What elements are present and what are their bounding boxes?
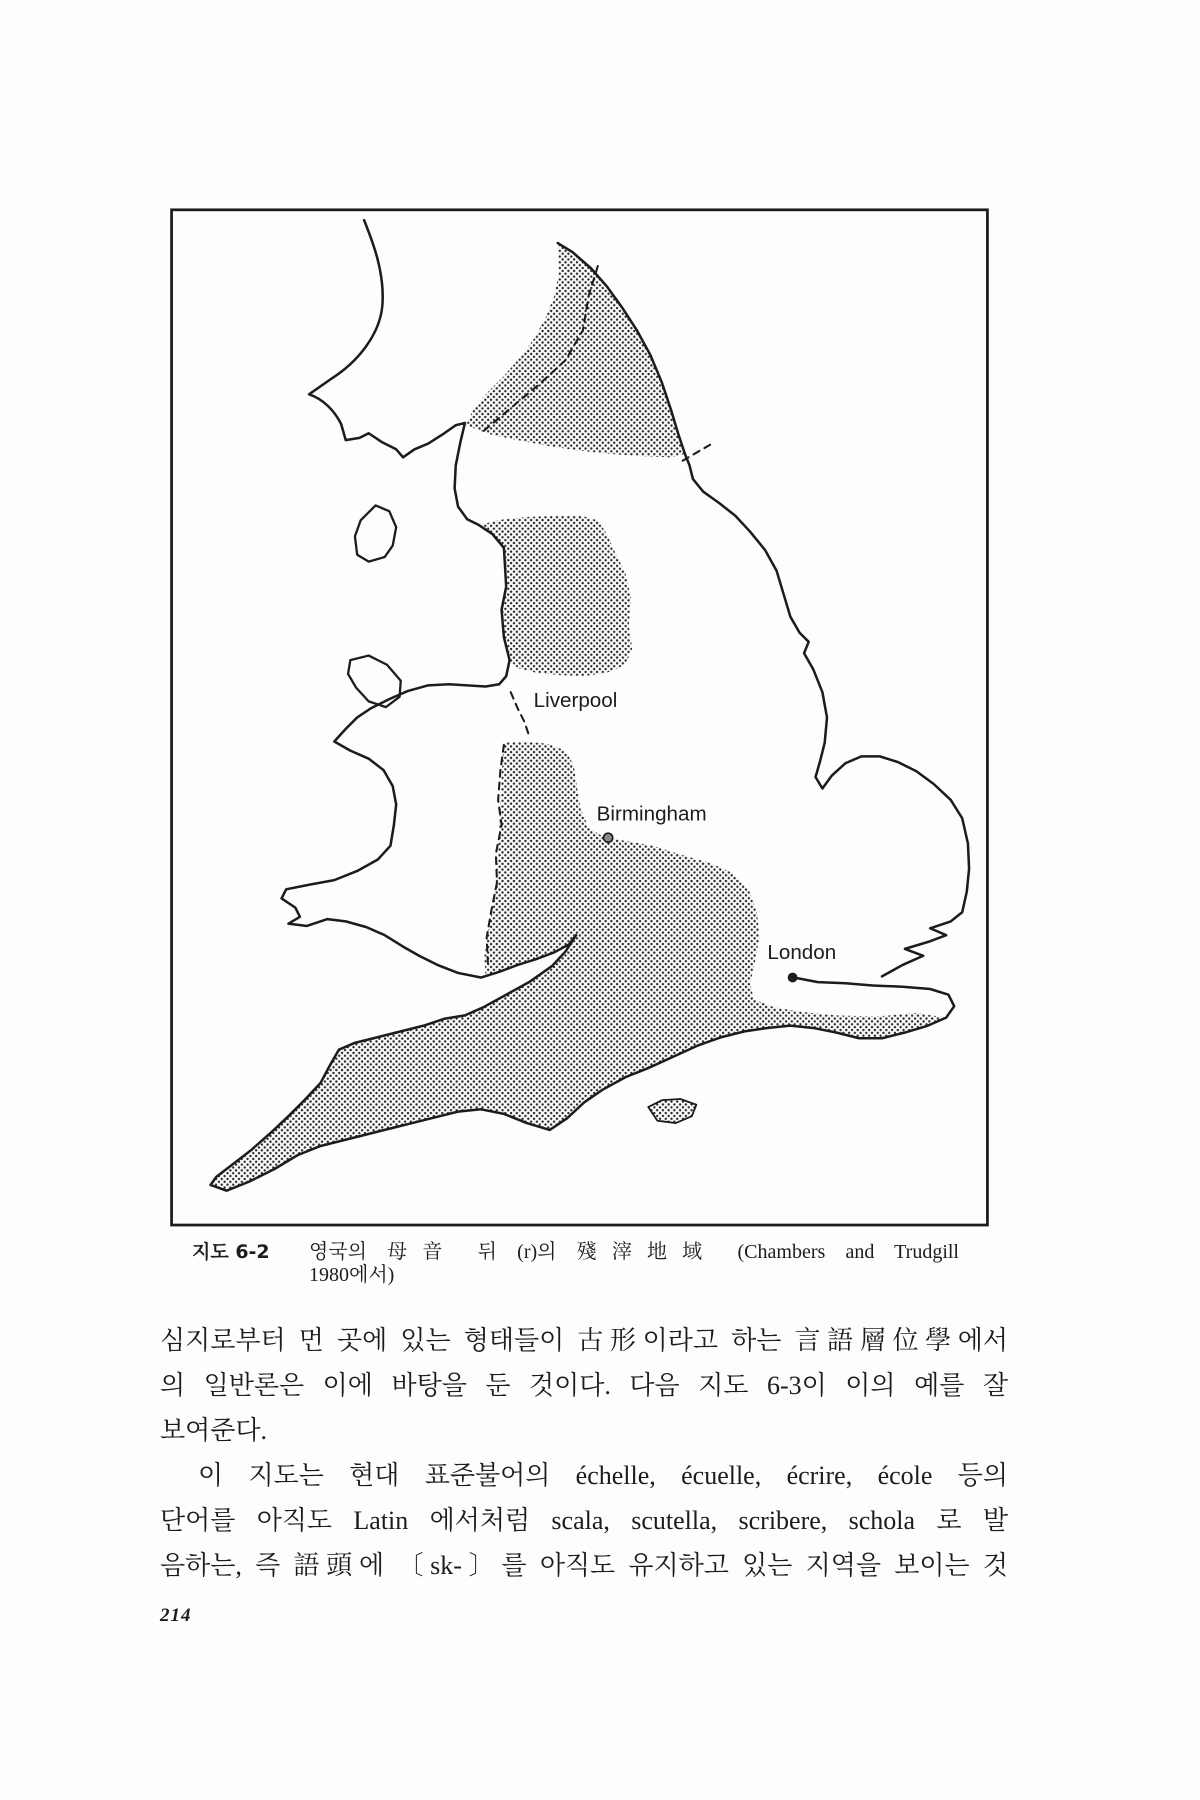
caption-text xyxy=(309,1241,959,1287)
birmingham-marker xyxy=(604,833,613,842)
label-birmingham: Birmingham xyxy=(596,802,707,826)
boundary-line-northeast-stub xyxy=(683,445,711,461)
boundary-line-liverpool xyxy=(511,692,529,736)
caption-line: 영국의 母音 뒤 (r)의 殘滓地域 (Chambers and Trudgill xyxy=(309,1241,959,1263)
caption-line: 1980에서) xyxy=(309,1264,395,1286)
body-line: 보여준다. xyxy=(160,1416,267,1445)
isle-of-wight xyxy=(648,1099,696,1123)
london-marker xyxy=(788,973,798,983)
shaded-region-southwest xyxy=(211,741,947,1190)
england-rhotic-area-map xyxy=(167,205,992,1231)
shaded-region-lancashire xyxy=(479,516,633,676)
figure-number: 지도 6-2 xyxy=(192,1241,270,1263)
body-line: 음하는, 즉 語頭에 〔sk-〕를 아직도 유지하고 있는 지역을 보이는 것 xyxy=(160,1551,1008,1580)
page-number: 214 xyxy=(160,1605,192,1626)
label-liverpool: Liverpool xyxy=(533,689,618,713)
isle-of-man xyxy=(355,505,396,561)
label-london: London xyxy=(767,941,837,965)
body-paragraphs xyxy=(160,1318,1008,1588)
shaded-region-northeast xyxy=(466,243,685,457)
body-line: 단어를 아직도 Latin 에서처럼 scala, scutella, scribere, schola 로 발 xyxy=(160,1506,1008,1535)
figure-caption xyxy=(192,1241,972,1287)
body-line: 의 일반론은 이에 바탕을 둔 것이다. 다음 지도 6-3이 이의 예를 잘 xyxy=(160,1371,1008,1400)
body-line: 이 지도는 현대 표준불어의 échelle, écuelle, écrire, école 등의 xyxy=(198,1461,1008,1490)
anglesey xyxy=(348,656,401,708)
body-line: 심지로부터 먼 곳에 있는 형태들이 古形이라고 하는 言語層位學에서 xyxy=(160,1326,1008,1355)
